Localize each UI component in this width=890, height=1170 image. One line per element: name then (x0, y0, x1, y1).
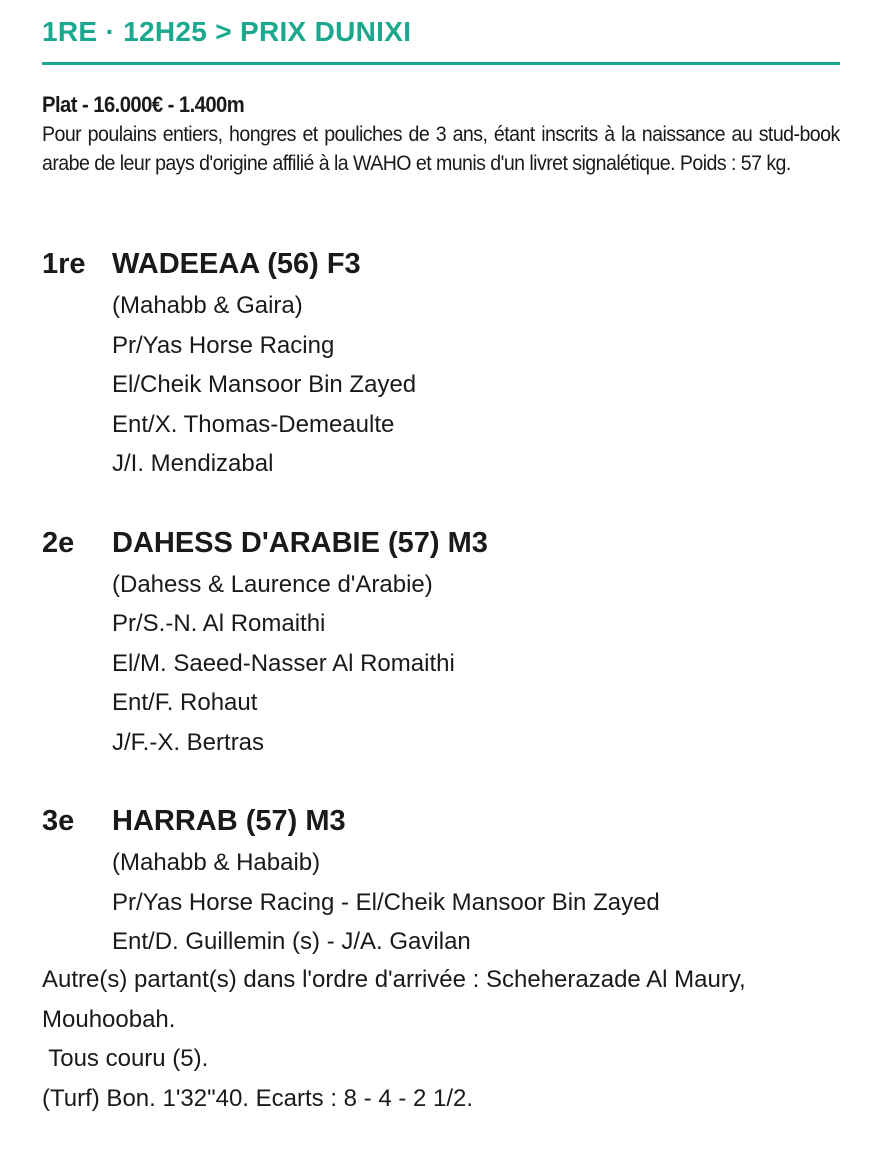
horse-owner: Pr/Yas Horse Racing (112, 331, 335, 359)
horse-breeder: El/Cheik Mansoor Bin Zayed (112, 371, 417, 398)
race-summary (42, 960, 842, 1118)
horse-trainer-jockey: Ent/D. Guillemin (s) - J/A. Gavilan (112, 928, 471, 955)
race-conditions (42, 90, 840, 178)
other-runners-line: Autre(s) partant(s) dans l'ordre d'arrivée : Scheherazade Al Maury, (42, 966, 746, 993)
title-divider (42, 62, 840, 65)
placing-rank: 1re (42, 248, 86, 280)
placing-3 (42, 799, 842, 962)
horse-breeder: El/M. Saeed-Nasser Al Romaithi (112, 649, 455, 677)
horse-pedigree: (Mahabb & Gaira) (112, 292, 303, 319)
horse-jockey: J/I. Mendizabal (112, 450, 274, 477)
other-runners-line: Mouhoobah. (42, 1005, 176, 1033)
placing-1 (42, 242, 842, 484)
placings-list (42, 242, 842, 962)
race-conditions-text: Pour poulains entiers, hongres et pouliches de 3 ans, étant inscrits à la naissance au stud-book arabe de leur pays d'origine affilié à la WAHO et munis d'un livret signalétique. Poids : 57 kg. (42, 123, 840, 175)
race-conditions-headline: Plat - 16.000€ - 1.400m (42, 92, 245, 117)
horse-name: HARRAB (57) M3 (112, 805, 346, 837)
race-title: 1RE · 12H25 > PRIX DUNIXI (42, 16, 412, 47)
placing-header (42, 521, 842, 565)
horse-pedigree: (Mahabb & Habaib) (112, 849, 321, 876)
horse-pedigree: (Dahess & Laurence d'Arabie) (112, 570, 433, 598)
placing-2 (42, 521, 842, 763)
placing-header (42, 799, 842, 843)
horse-name: WADEEAA (56) F3 (112, 248, 361, 280)
race-time-margins: (Turf) Bon. 1'32"40. Ecarts : 8 - 4 - 2 1/2. (42, 1084, 474, 1112)
horse-trainer: Ent/X. Thomas-Demeaulte (112, 410, 395, 438)
placing-rank: 2e (42, 526, 75, 559)
placing-rank: 3e (42, 805, 75, 837)
horse-jockey: J/F.-X. Bertras (112, 728, 265, 756)
horse-owner-breeder: Pr/Yas Horse Racing - El/Cheik Mansoor Bin Zayed (112, 888, 660, 916)
horse-name: DAHESS D'ARABIE (57) M3 (112, 526, 488, 559)
placing-header (42, 242, 842, 286)
all-ran-note: Tous couru (5). (42, 1045, 209, 1072)
horse-trainer: Ent/F. Rohaut (112, 689, 258, 716)
horse-owner: Pr/S.-N. Al Romaithi (112, 610, 326, 637)
